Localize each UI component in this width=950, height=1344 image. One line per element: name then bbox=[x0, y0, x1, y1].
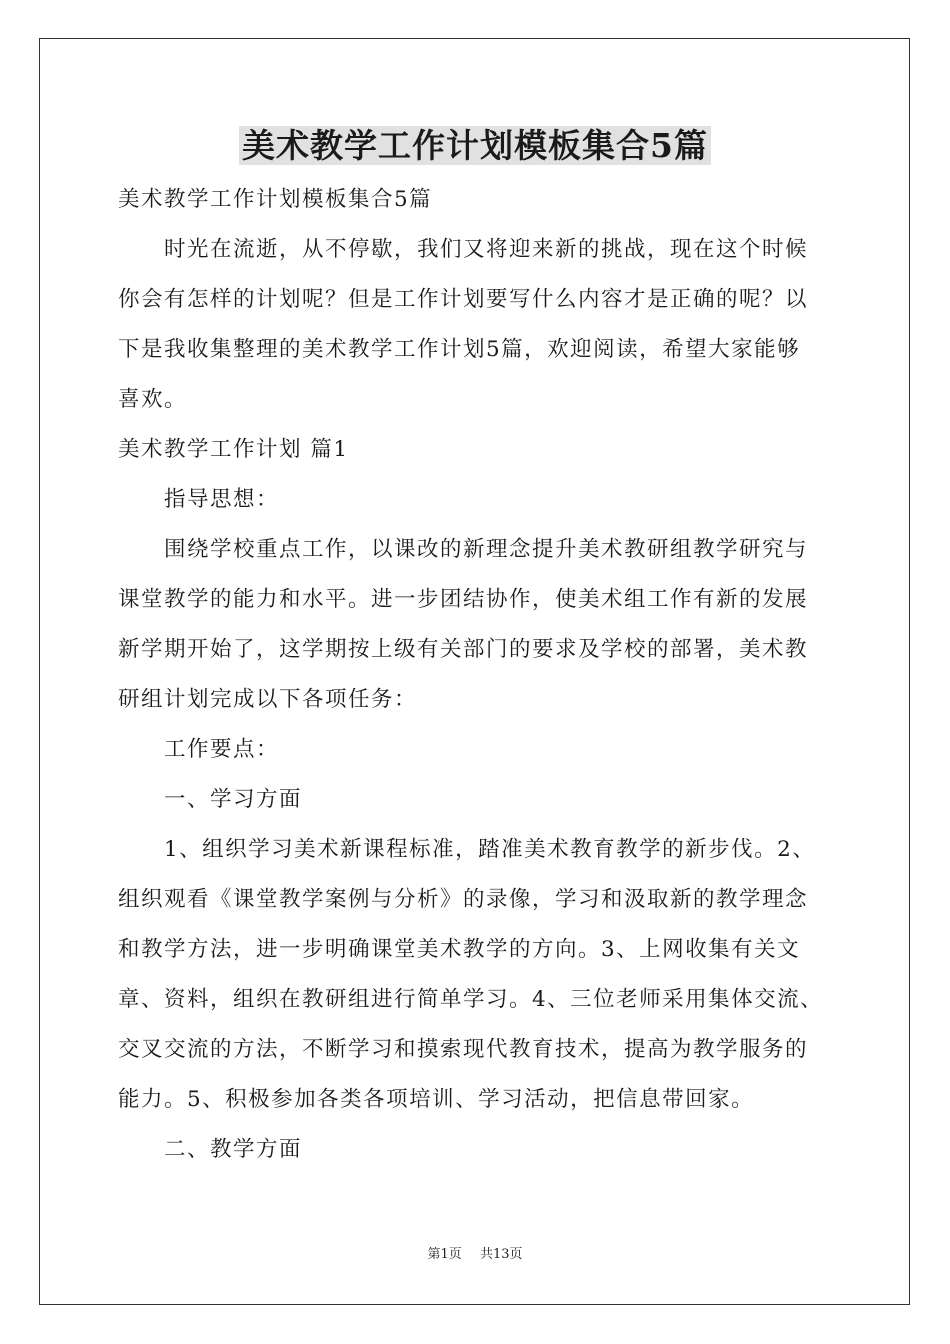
text-line: 美术教学工作计划 篇1 bbox=[118, 437, 349, 462]
text-line: 交叉交流的方法，不断学习和摸索现代教育技术，提高为教学服务的 bbox=[118, 1037, 809, 1062]
text-line: 研组计划完成以下各项任务： bbox=[118, 687, 418, 712]
document-body bbox=[118, 175, 838, 1175]
document-title-text: 美术教学工作计划模板集合5篇 bbox=[239, 126, 711, 165]
text-line: 组织观看《课堂教学案例与分析》的录像，学习和汲取新的教学理念 bbox=[118, 887, 809, 912]
page-footer bbox=[0, 1245, 950, 1265]
text-line: 1、组织学习美术新课程标准，踏准美术教育教学的新步伐。2、 bbox=[164, 837, 816, 862]
text-line: 和教学方法，进一步明确课堂美术教学的方向。3、上网收集有关文 bbox=[118, 937, 801, 962]
text-line: 一、学习方面 bbox=[164, 787, 303, 812]
text-line: 二、教学方面 bbox=[164, 1137, 303, 1162]
text-line: 工作要点： bbox=[164, 737, 280, 762]
text-line: 指导思想： bbox=[164, 487, 280, 512]
text-line: 你会有怎样的计划呢？但是工作计划要写什么内容才是正确的呢？以 bbox=[118, 287, 809, 312]
text-line: 课堂教学的能力和水平。进一步团结协作，使美术组工作有新的发展 bbox=[118, 587, 809, 612]
text-line: 下是我收集整理的美术教学工作计划5篇，欢迎阅读，希望大家能够 bbox=[118, 337, 801, 362]
page-number: 第1页 bbox=[427, 1247, 462, 1262]
text-line: 时光在流逝，从不停歇，我们又将迎来新的挑战，现在这个时候 bbox=[164, 237, 809, 262]
text-line: 新学期开始了，这学期按上级有关部门的要求及学校的部署，美术教 bbox=[118, 637, 809, 662]
page-total: 共13页 bbox=[479, 1247, 523, 1262]
text-line: 围绕学校重点工作，以课改的新理念提升美术教研组教学研究与 bbox=[164, 537, 809, 562]
text-line: 章、资料，组织在教研组进行简单学习。4、三位老师采用集体交流、 bbox=[118, 987, 824, 1012]
text-line: 能力。5、积极参加各类各项培训、学习活动，把信息带回家。 bbox=[118, 1087, 755, 1112]
document-title bbox=[0, 122, 950, 170]
text-line: 美术教学工作计划模板集合5篇 bbox=[118, 187, 433, 212]
text-line: 喜欢。 bbox=[118, 387, 188, 412]
